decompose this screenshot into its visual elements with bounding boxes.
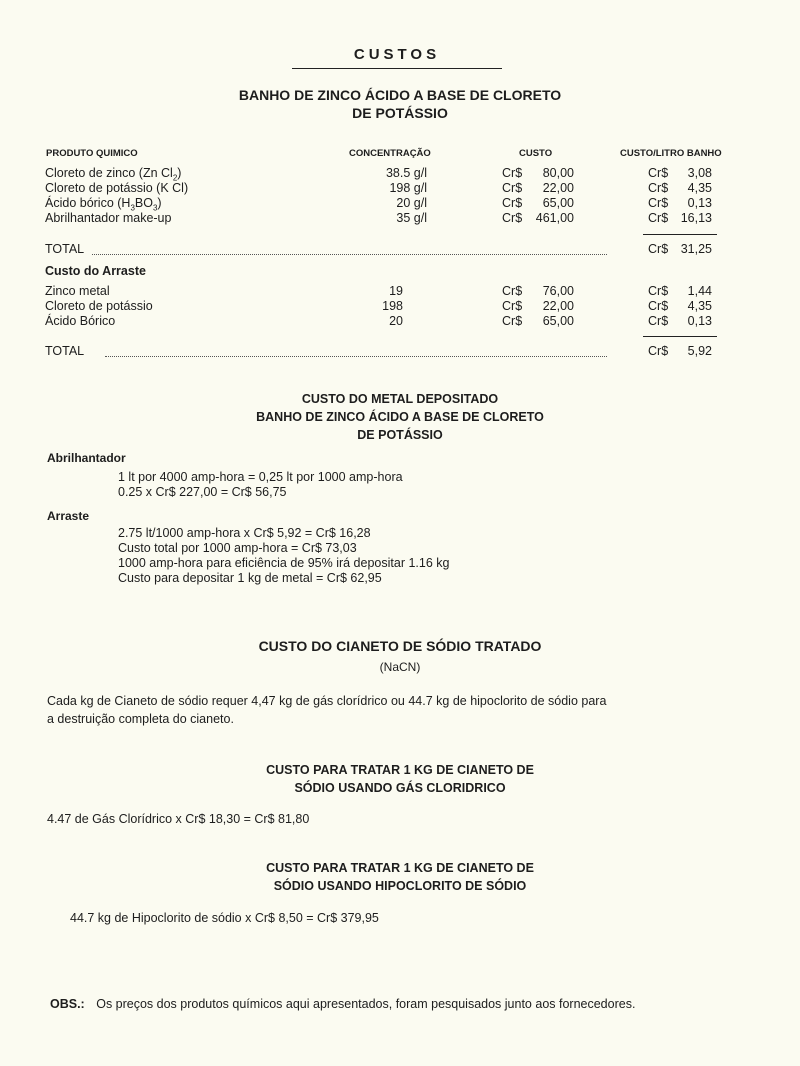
col-header-cost: CUSTO <box>519 148 553 159</box>
section2-title <box>150 390 650 444</box>
cost: 22,00 <box>542 299 574 313</box>
paragraph-line: a destruição completa do cianeto. <box>47 712 234 726</box>
section1-title <box>150 86 650 122</box>
product-name: Cloreto de potássio <box>45 299 153 313</box>
product-name: Cloreto de zinco (Zn $Cl_2$) <box>45 166 182 183</box>
table-row <box>45 211 745 226</box>
per-liter-currency: Cr$ <box>648 196 669 210</box>
table-row <box>45 196 745 211</box>
subsection1-formula: 4.47 de Gás Clorídrico x Cr$ 18,30 = Cr$ 81,80 <box>47 812 310 826</box>
concentration: 35 g/l <box>396 211 427 225</box>
per-liter-currency: Cr$ <box>648 314 669 328</box>
per-liter: 4,35 <box>687 299 712 313</box>
cost-currency: Cr$ <box>502 211 523 225</box>
cost: 65,00 <box>542 196 574 210</box>
page-title: CUSTOS <box>353 46 441 63</box>
drag-line: 2.75 lt/1000 amp-hora x Cr$ 5,92 = Cr$ 16,28 <box>118 526 371 540</box>
col-header-product: PRODUTO QUIMICO <box>46 148 138 159</box>
note-text: Os preços dos produtos químicos aqui apresentados, foram pesquisados junto aos fornecedores. <box>96 997 636 1011</box>
table-row <box>45 284 745 299</box>
cost-currency: Cr$ <box>502 299 523 313</box>
concentration: 38.5 g/l <box>385 166 427 180</box>
section3-title: CUSTO DO CIANETO DE SÓDIO TRATADO <box>258 638 542 654</box>
cost-currency: Cr$ <box>502 284 523 298</box>
drag-total-value: 5,92 <box>687 344 712 358</box>
subsection2-title-line1: CUSTO PARA TRATAR 1 KG DE CIANETO DE <box>266 861 534 875</box>
col-header-cost-per-liter: CUSTO/LITRO BANHO <box>620 148 722 159</box>
per-liter: 4,35 <box>687 181 712 195</box>
subsection2-title-line2: SÓDIO USANDO HIPOCLORITO DE SÓDIO <box>273 879 527 893</box>
subsection2-formula: 44.7 kg de Hipoclorito de sódio x Cr$ 8,50 = Cr$ 379,95 <box>70 911 379 925</box>
concentration: 20 <box>389 314 403 328</box>
product-name: Zinco metal <box>45 284 110 298</box>
per-liter: 0,13 <box>687 196 712 210</box>
table-row <box>45 181 745 196</box>
sum-rule <box>643 336 717 337</box>
drag-line: 1000 amp-hora para eficiência de 95% irá depositar 1.16 kg <box>118 556 450 570</box>
table-row <box>45 166 745 181</box>
section3-paragraph <box>47 692 762 728</box>
cost-currency: Cr$ <box>502 166 523 180</box>
per-liter-currency: Cr$ <box>648 299 669 313</box>
per-liter: 0,13 <box>687 314 712 328</box>
product-name: Ácido bórico $(H_3BO_3)$ <box>45 196 162 213</box>
section2-title-line1: CUSTO DO METAL DEPOSITADO <box>301 392 499 406</box>
drag-line: Custo total por 1000 amp-hora = Cr$ 73,03 <box>118 541 357 555</box>
per-liter: 16,13 <box>680 211 712 225</box>
drag-total-currency: Cr$ <box>648 344 669 358</box>
subsection2-title <box>150 859 650 895</box>
note-label: OBS.: <box>50 997 85 1011</box>
section3-subtitle: (NaCN) <box>379 660 421 674</box>
per-liter-currency: Cr$ <box>648 284 669 298</box>
section2-title-line3: DE POTÁSSIO <box>357 428 443 442</box>
subsection1-title-line1: CUSTO PARA TRATAR 1 KG DE CIANETO DE <box>266 763 534 777</box>
product-name: Abrilhantador make-up <box>45 211 172 225</box>
dot-leader <box>92 254 607 255</box>
col-header-concentration: CONCENTRAÇÃO <box>349 148 431 159</box>
drag-label: Arraste <box>47 509 90 523</box>
per-liter: 1,44 <box>687 284 712 298</box>
brightener-line: 1 lt por 4000 amp-hora = 0,25 lt por 1000 amp-hora <box>118 470 403 484</box>
table-row <box>45 299 745 314</box>
cost: 80,00 <box>542 166 574 180</box>
cost: 461,00 <box>535 211 574 225</box>
drag-total-label: TOTAL <box>45 344 85 358</box>
footnote <box>50 997 770 1012</box>
total-value: 31,25 <box>680 242 712 256</box>
subsection1-title <box>150 761 650 797</box>
brightener-label: Abrilhantador <box>47 451 126 465</box>
per-liter-currency: Cr$ <box>648 211 669 225</box>
paragraph-line: Cada kg de Cianeto de sódio requer 4,47 kg de gás clorídrico ou 44.7 kg de hipoclorito de sódio para <box>47 694 607 708</box>
cost: 76,00 <box>542 284 574 298</box>
section2-title-line2: BANHO DE ZINCO ÁCIDO A BASE DE CLORETO <box>256 410 544 424</box>
per-liter-currency: Cr$ <box>648 166 669 180</box>
table-row <box>45 314 745 329</box>
total-currency: Cr$ <box>648 242 669 256</box>
sum-rule <box>643 234 717 235</box>
product-name: Cloreto de potássio (K Cl) <box>45 181 189 195</box>
cost: 65,00 <box>542 314 574 328</box>
cost-currency: Cr$ <box>502 181 523 195</box>
per-liter-currency: Cr$ <box>648 181 669 195</box>
dot-leader <box>105 356 607 357</box>
cost-currency: Cr$ <box>502 196 523 210</box>
per-liter: 3,08 <box>687 166 712 180</box>
brightener-line: 0.25 x Cr$ 227,00 = Cr$ 56,75 <box>118 485 287 499</box>
subsection1-title-line2: SÓDIO USANDO GÁS CLORIDRICO <box>294 781 506 795</box>
product-name: Ácido Bórico <box>45 314 116 328</box>
drag-line: Custo para depositar 1 kg de metal = Cr$ 62,95 <box>118 571 382 585</box>
total-label: TOTAL <box>45 242 85 256</box>
title-rule <box>292 68 502 69</box>
section1-title-line2: DE POTÁSSIO <box>352 105 448 121</box>
cost: 22,00 <box>542 181 574 195</box>
section1-title-line1: BANHO DE ZINCO ÁCIDO A BASE DE CLORETO <box>238 87 562 103</box>
drag-cost-title: Custo do Arraste <box>45 264 146 278</box>
concentration: 20 g/l <box>396 196 427 210</box>
concentration: 19 <box>389 284 403 298</box>
concentration: 198 <box>382 299 403 313</box>
cost-currency: Cr$ <box>502 314 523 328</box>
concentration: 198 g/l <box>389 181 427 195</box>
